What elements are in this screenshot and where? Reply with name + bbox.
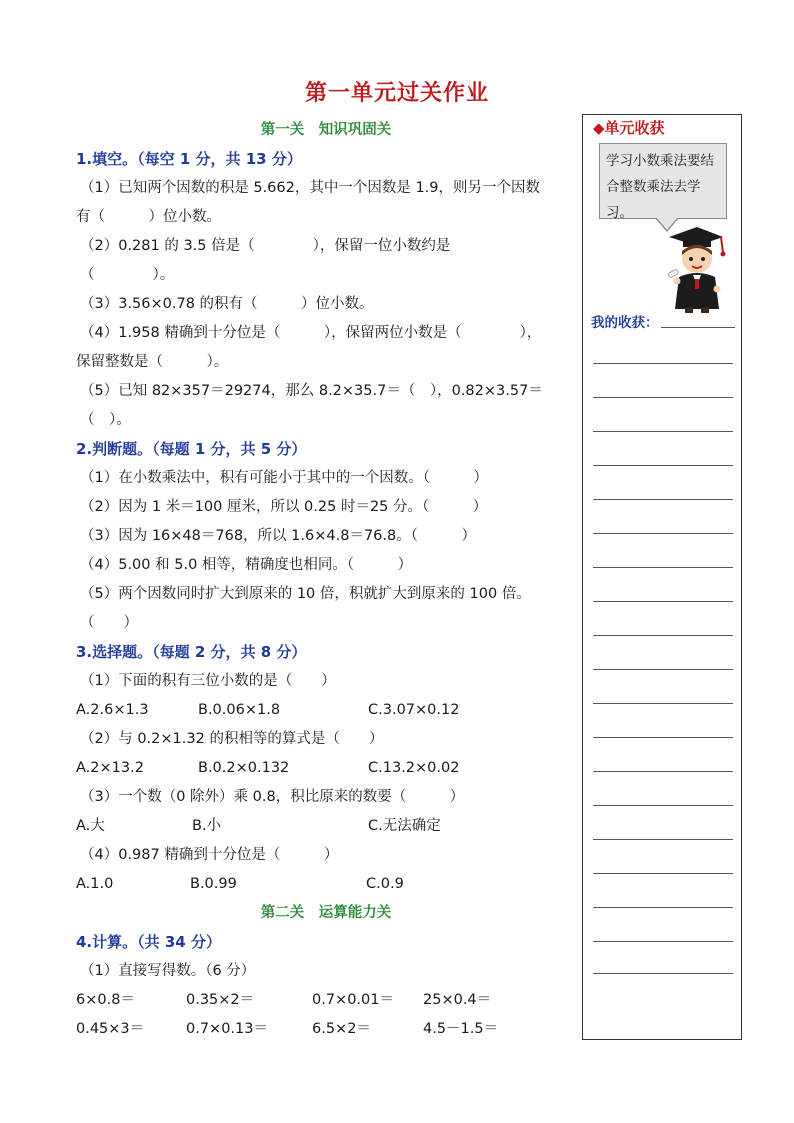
- writing-line[interactable]: [593, 907, 733, 908]
- graduate-student-icon: [665, 219, 727, 315]
- q3-options: [76, 870, 576, 899]
- option-c: C.3.07×0.12: [368, 702, 460, 718]
- option-b: B.小: [192, 818, 222, 834]
- writing-line[interactable]: [593, 669, 733, 670]
- writing-line[interactable]: [593, 973, 733, 974]
- q1-line: （4）1.958 精确到十分位是（ ），保留两位小数是（ ），: [80, 325, 542, 341]
- writing-line[interactable]: [593, 873, 733, 874]
- question-2-heading: 2.判断题。（每题 1 分，共 5 分）: [76, 440, 307, 458]
- option-c: C.0.9: [366, 876, 404, 892]
- question-4-heading: 4.计算。（共 34 分）: [76, 933, 221, 951]
- calc-row: [76, 986, 576, 1015]
- option-c: C.无法确定: [368, 818, 441, 834]
- my-gains-label: 我的收获：: [591, 315, 659, 331]
- q3-stem: （1）下面的积有三位小数的是（ ）: [80, 673, 336, 689]
- q3-options: [76, 754, 576, 783]
- worksheet-main: [76, 116, 576, 1044]
- q2-line: （3）因为 16×48＝768，所以 1.6×4.8＝76.8。（ ）: [80, 528, 476, 544]
- q3-stem: （4）0.987 精确到十分位是（ ）: [80, 847, 339, 863]
- calc-item: 4.5－1.5＝: [423, 1021, 499, 1037]
- option-a: A.1.0: [76, 876, 114, 892]
- q2-line: （1）在小数乘法中，积有可能小于其中的一个因数。（ ）: [80, 470, 488, 486]
- writing-line[interactable]: [593, 703, 733, 704]
- calc-item: 0.45×3＝: [76, 1021, 145, 1037]
- q3-stem: （2）与 0.2×1.32 的积相等的算式是（ ）: [80, 731, 384, 747]
- writing-line[interactable]: [593, 363, 733, 364]
- writing-line[interactable]: [593, 397, 733, 398]
- section-header-2: 第二关 运算能力关: [260, 905, 392, 921]
- calc-item: 0.35×2＝: [186, 992, 255, 1008]
- writing-line[interactable]: [593, 771, 733, 772]
- q2-line: （ ）: [80, 615, 138, 631]
- calc-item: 6×0.8＝: [76, 992, 135, 1008]
- q2-line: （5）两个因数同时扩大到原来的 10 倍，积就扩大到原来的 100 倍。: [80, 586, 531, 602]
- writing-line[interactable]: [593, 533, 733, 534]
- q1-line: （3）3.56×0.78 的积有（ ）位小数。: [80, 296, 374, 312]
- q2-line: （2）因为 1 米＝100 厘米，所以 0.25 时＝25 分。（ ）: [80, 499, 488, 515]
- writing-line[interactable]: [593, 499, 733, 500]
- page-title: 第一单元过关作业: [304, 80, 489, 106]
- question-3-heading: 3.选择题。（每题 2 分，共 8 分）: [76, 643, 307, 661]
- sidebar-heading: ◆单元收获: [593, 119, 665, 137]
- q4-subheading: （1）直接写得数。（6 分）: [80, 963, 256, 979]
- option-b: B.0.06×1.8: [198, 702, 281, 718]
- calc-row: [76, 1015, 576, 1044]
- q3-options: [76, 812, 576, 841]
- writing-line[interactable]: [593, 465, 733, 466]
- q1-line: （1）已知两个因数的积是 5.662，其中一个因数是 1.9，则另一个因数: [80, 180, 541, 196]
- writing-line[interactable]: [593, 601, 733, 602]
- option-b: B.0.2×0.132: [198, 760, 290, 776]
- writing-line[interactable]: [593, 941, 733, 942]
- q2-line: （4）5.00 和 5.0 相等，精确度也相同。（ ）: [80, 557, 413, 573]
- writing-line[interactable]: [593, 805, 733, 806]
- option-b: B.0.99: [190, 876, 237, 892]
- unit-gains-sidebar: [582, 114, 742, 1040]
- calc-item: 0.7×0.13＝: [186, 1021, 268, 1037]
- writing-line[interactable]: [593, 567, 733, 568]
- calc-item: 0.7×0.01＝: [312, 992, 394, 1008]
- q1-line: （2）0.281 的 3.5 倍是（ ），保留一位小数约是: [80, 238, 451, 254]
- calc-item: 25×0.4＝: [423, 992, 492, 1008]
- writing-line[interactable]: [593, 635, 733, 636]
- writing-line[interactable]: [593, 737, 733, 738]
- tip-line: 学习小数乘法要结: [606, 153, 714, 169]
- tip-line: 合整数乘法去学习。: [606, 179, 701, 221]
- q1-line: （ ）。: [80, 412, 131, 428]
- q1-line: （ ）。: [80, 267, 175, 283]
- writing-line[interactable]: [661, 327, 735, 328]
- calc-item: 6.5×2＝: [312, 1021, 371, 1037]
- writing-line[interactable]: [593, 839, 733, 840]
- question-1-heading: 1.填空。（每空 1 分，共 13 分）: [76, 150, 302, 168]
- writing-line[interactable]: [593, 431, 733, 432]
- q1-line: 保留整数是（ ）。: [76, 354, 229, 370]
- section-header-1: 第一关 知识巩固关: [260, 122, 392, 138]
- option-c: C.13.2×0.02: [368, 760, 460, 776]
- q1-line: （5）已知 82×357＝29274，那么 8.2×35.7＝（ ），0.82×3.57＝: [80, 383, 543, 399]
- tip-bubble: [599, 143, 727, 219]
- q3-options: [76, 696, 576, 725]
- q3-stem: （3）一个数（0 除外）乘 0.8，积比原来的数要（ ）: [80, 789, 465, 805]
- option-a: A.大: [76, 818, 105, 834]
- option-a: A.2×13.2: [76, 760, 144, 776]
- option-a: A.2.6×1.3: [76, 702, 149, 718]
- q1-line: 有（ ）位小数。: [76, 209, 221, 225]
